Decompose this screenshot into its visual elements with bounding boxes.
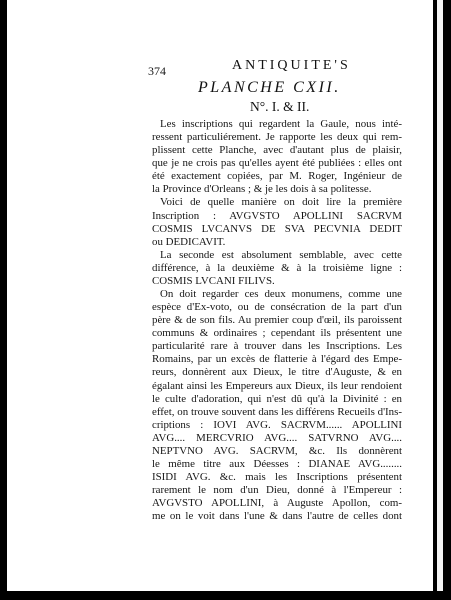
text-line: père & de son fils. Au premier coup d'œil, ils paroissent bbox=[152, 314, 402, 327]
text-line: me on le voit dans l'une & dans l'autre de celles dont bbox=[152, 510, 402, 523]
text-line: été exactement copiées, par M. Roger, Ingénieur de bbox=[152, 170, 402, 183]
text-line: ou DEDICAVIT. bbox=[152, 235, 226, 248]
running-title: ANTIQUITE'S bbox=[232, 58, 351, 73]
text-line: le même titre aux Déesses : DIANAE AVG........ bbox=[152, 458, 402, 471]
text-line: plissent cette Planche, avec d'autant plus de plaisir, bbox=[152, 144, 402, 157]
text-line: AVGVSTO APOLLINI, à Auguste Apollon, com- bbox=[152, 497, 402, 510]
text-line: Inscription : AVGVSTO APOLLINI SACRVM bbox=[152, 209, 402, 222]
body-text bbox=[152, 118, 402, 523]
text-line: effet, on trouve souvent dans les différens Recueils d'Ins- bbox=[152, 405, 402, 418]
text-line: communs & ordinaires ; cependant ils présentent une bbox=[152, 327, 402, 340]
text-line: AVG.... MERCVRIO AVG.... SATVRNO AVG.... bbox=[152, 431, 402, 444]
text-line: que je ne crois pas qu'elles ayent été publiées : elles ont bbox=[152, 157, 402, 170]
text-line: Romains, par un excès de flatterie à l'égard des Empe- bbox=[152, 353, 402, 366]
text-line: le culte d'adoration, qui n'est dû qu'à la Divinité : en bbox=[152, 392, 402, 405]
page-header bbox=[20, 58, 420, 78]
plate-title: PLANCHE CXII. bbox=[198, 79, 341, 96]
text-line: La seconde est absolument semblable, avec cette bbox=[160, 248, 402, 261]
text-line: égalant ainsi les Empereurs aux Dieux, ils leur rendoient bbox=[152, 379, 402, 392]
text-line: reurs, donnèrent aux Dieux, le titre d'Auguste, & en bbox=[152, 366, 402, 379]
text-line: ISIDI AVG. &c. mais les Inscriptions présentent bbox=[152, 471, 402, 484]
text-line: espèce d'Ex-voto, ou de consécration de la part d'un bbox=[152, 301, 402, 314]
text-line: COSMIS LVCANI FILIVS. bbox=[152, 274, 275, 287]
text-line: Les inscriptions qui regardent la Gaule, nous inté- bbox=[160, 118, 402, 130]
next-page-edge bbox=[437, 0, 443, 600]
text-line: On doit regarder ces deux monumens, comme une bbox=[160, 288, 402, 301]
scan-border-bottom bbox=[0, 591, 451, 600]
page-number: 374 bbox=[148, 64, 166, 78]
text-line: la Province d'Orleans ; & je les dois à sa politesse. bbox=[152, 183, 372, 196]
text-line: criptions : IOVI AVG. SACRVM...... APOLLINI bbox=[152, 418, 402, 431]
text-line: différence, à la deuxième & à la troisième ligne : bbox=[152, 261, 402, 274]
text-line: particularité rare à trouver dans les Inscriptions. Les bbox=[152, 340, 402, 353]
text-line: Voici de quelle manière on doit lire la première bbox=[160, 196, 402, 209]
text-line: COSMIS LVCANVS DE SVA PECVNIA DEDIT bbox=[152, 222, 402, 235]
text-line: ressent particuliérement. Je rapporte les deux qui rem- bbox=[152, 131, 402, 144]
text-line: NEPTVNO AVG. SACRVM, &c. Ils donnèrent bbox=[152, 444, 402, 457]
plate-numbers: N°. I. & II. bbox=[250, 99, 310, 114]
text-line: rarement le nom d'un Dieu, donné à l'Empereur : bbox=[152, 484, 402, 497]
